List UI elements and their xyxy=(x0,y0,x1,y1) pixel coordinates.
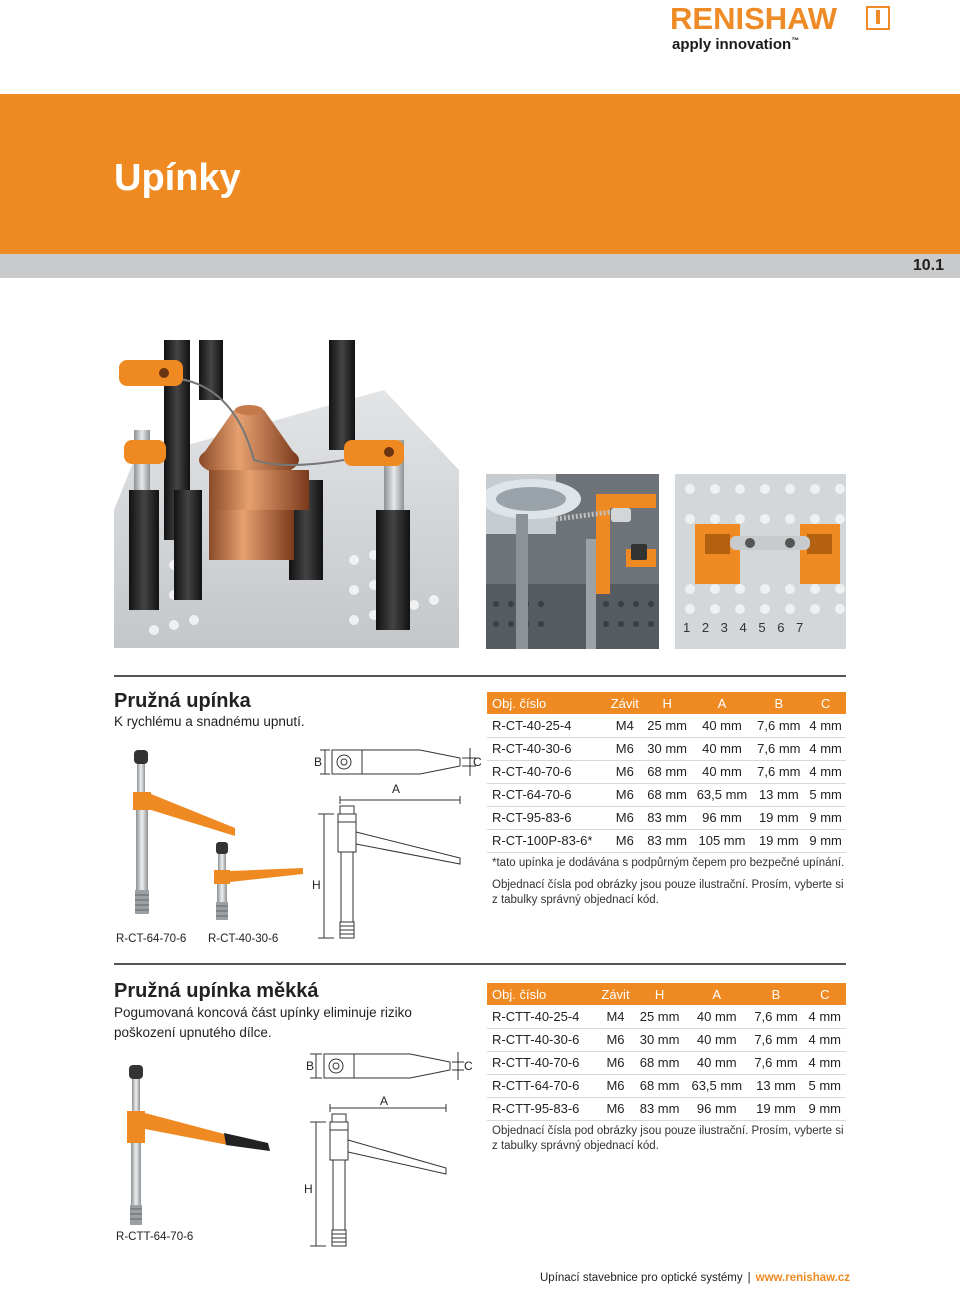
table-row xyxy=(487,714,846,737)
table-cell: 19 mm xyxy=(752,806,805,829)
table-cell: R-CTT-40-30-6 xyxy=(487,1028,597,1051)
table-cell: R-CT-95-83-6 xyxy=(487,806,607,829)
table-cell: R-CTT-40-25-4 xyxy=(487,1005,597,1028)
table-cell: 19 mm xyxy=(752,829,805,852)
table-cell: 68 mm xyxy=(634,1051,685,1074)
logo-wordmark: RENISHAW xyxy=(670,1,838,36)
table-cell: 4 mm xyxy=(805,760,846,783)
table-cell: 5 mm xyxy=(804,1074,846,1097)
table-cell: M6 xyxy=(597,1028,634,1051)
table-cell: 40 mm xyxy=(692,714,753,737)
section1-caption-left: R-CT-64-70-6 xyxy=(116,933,187,945)
col-a: A xyxy=(692,692,753,714)
table-cell: 30 mm xyxy=(634,1028,685,1051)
table-row xyxy=(487,806,846,829)
table-cell: 40 mm xyxy=(692,737,753,760)
table-cell: 4 mm xyxy=(805,737,846,760)
col-c: C xyxy=(805,692,846,714)
table-cell: 9 mm xyxy=(805,829,846,852)
table-cell: 7,6 mm xyxy=(748,1028,803,1051)
table-cell: M6 xyxy=(607,737,643,760)
photo-scale-numbers: 1 2 3 4 5 6 7 xyxy=(683,620,808,635)
table-cell: 9 mm xyxy=(804,1097,846,1120)
table-cell: M6 xyxy=(597,1074,634,1097)
table-cell: 9 mm xyxy=(805,806,846,829)
section2-technical-drawing xyxy=(300,1050,480,1260)
footer-separator: | xyxy=(747,1272,751,1284)
section1-note: Objednací čísla pod obrázky jsou pouze ilustrační. Prosím, vyberte si z tabulky správný objednací kód. xyxy=(492,879,844,906)
table-cell: 40 mm xyxy=(685,1051,748,1074)
photo-copper-part-clamped xyxy=(114,340,459,648)
table-cell: 40 mm xyxy=(685,1005,748,1028)
dim-label-c: C xyxy=(473,755,482,769)
footer xyxy=(540,1272,850,1284)
col-thread: Závit xyxy=(607,692,643,714)
table-cell: 83 mm xyxy=(643,829,692,852)
table-cell: M6 xyxy=(597,1097,634,1120)
table-cell: 7,6 mm xyxy=(752,737,805,760)
table-row xyxy=(487,783,846,806)
table-cell: 7,6 mm xyxy=(752,714,805,737)
table-cell: 13 mm xyxy=(748,1074,803,1097)
section1-table xyxy=(487,692,846,853)
section2-caption: R-CTT-64-70-6 xyxy=(116,1231,194,1243)
table-cell: M4 xyxy=(597,1005,634,1028)
table-row xyxy=(487,1005,846,1028)
table-cell: R-CT-40-25-4 xyxy=(487,714,607,737)
table-cell: 7,6 mm xyxy=(748,1051,803,1074)
table-cell: M6 xyxy=(597,1051,634,1074)
table-cell: R-CTT-40-70-6 xyxy=(487,1051,597,1074)
col-a: A xyxy=(685,983,748,1005)
table-cell: 30 mm xyxy=(643,737,692,760)
dim-label-h: H xyxy=(304,1182,313,1196)
section1-title: Pružná upínka xyxy=(114,690,251,712)
section2-table xyxy=(487,983,846,1121)
section1-clamp-illustration xyxy=(115,750,305,930)
table-cell: 19 mm xyxy=(748,1097,803,1120)
table-cell: 4 mm xyxy=(804,1005,846,1028)
table-cell: 4 mm xyxy=(805,714,846,737)
table-cell: 63,5 mm xyxy=(685,1074,748,1097)
table-row xyxy=(487,1097,846,1120)
table-cell: 4 mm xyxy=(804,1051,846,1074)
table-cell: 63,5 mm xyxy=(692,783,753,806)
col-h: H xyxy=(634,983,685,1005)
table-cell: M4 xyxy=(607,714,643,737)
table-cell: M6 xyxy=(607,760,643,783)
table-row xyxy=(487,1074,846,1097)
dim-label-a: A xyxy=(380,1094,389,1108)
section1-subtitle: K rychlému a snadnému upnutí. xyxy=(114,714,305,729)
table-cell: 25 mm xyxy=(643,714,692,737)
page-number: 10.1 xyxy=(912,257,944,274)
section2-subtitle: Pogumovaná koncová část upínky eliminuje riziko poškození upnutého dílce. xyxy=(114,1005,412,1040)
dim-label-b: B xyxy=(314,755,323,769)
table-cell: 7,6 mm xyxy=(752,760,805,783)
table-row xyxy=(487,760,846,783)
table-cell: 68 mm xyxy=(643,760,692,783)
photo-clamp-with-holder xyxy=(486,474,659,649)
logo-tagline: apply innovation™ xyxy=(672,36,800,53)
page-title: Upínky xyxy=(114,157,241,199)
section2-clamp-illustration xyxy=(118,1065,278,1230)
table-cell: R-CTT-95-83-6 xyxy=(487,1097,597,1120)
dim-label-b: B xyxy=(306,1059,315,1073)
col-b: B xyxy=(752,692,805,714)
table-cell: 68 mm xyxy=(643,783,692,806)
section1-table-body xyxy=(487,714,846,852)
table-row xyxy=(487,1028,846,1051)
table-header-row xyxy=(487,692,846,714)
dim-label-a: A xyxy=(392,782,401,796)
table-cell: R-CT-40-70-6 xyxy=(487,760,607,783)
renishaw-logo xyxy=(670,2,892,54)
title-banner xyxy=(0,94,960,254)
section-divider-2 xyxy=(114,963,846,965)
table-cell: 105 mm xyxy=(692,829,753,852)
col-h: H xyxy=(643,692,692,714)
footer-text: Upínací stavebnice pro optické systémy xyxy=(540,1272,743,1284)
table-row xyxy=(487,737,846,760)
table-cell: 83 mm xyxy=(643,806,692,829)
col-c: C xyxy=(804,983,846,1005)
table-cell: R-CT-100P-83-6* xyxy=(487,829,607,852)
table-cell: 5 mm xyxy=(805,783,846,806)
table-cell: M6 xyxy=(607,806,643,829)
table-cell: 96 mm xyxy=(692,806,753,829)
table-cell: 83 mm xyxy=(634,1097,685,1120)
table-cell: 68 mm xyxy=(634,1074,685,1097)
section2-title: Pružná upínka měkká xyxy=(114,980,319,1002)
section1-footnote: *tato upínka je dodávána s podpůrným čepem pro bezpečné upínání. xyxy=(492,857,845,869)
table-cell: 4 mm xyxy=(804,1028,846,1051)
col-order-number: Obj. číslo xyxy=(487,692,607,714)
section2-note: Objednací čísla pod obrázky jsou pouze ilustrační. Prosím, vyberte si z tabulky správný objednací kód. xyxy=(492,1125,844,1152)
dim-label-c: C xyxy=(464,1059,473,1073)
table-cell: M6 xyxy=(607,829,643,852)
table-cell: R-CT-64-70-6 xyxy=(487,783,607,806)
logo-symbol-icon xyxy=(866,6,890,30)
table-cell: 40 mm xyxy=(692,760,753,783)
footer-website-link[interactable]: www.renishaw.cz xyxy=(755,1272,850,1284)
col-order-number: Obj. číslo xyxy=(487,983,597,1005)
table-cell: 13 mm xyxy=(752,783,805,806)
photo-clamps-on-plate xyxy=(675,474,846,649)
table-cell: M6 xyxy=(607,783,643,806)
table-row xyxy=(487,829,846,852)
section1-technical-drawing xyxy=(310,740,490,950)
table-row xyxy=(487,1051,846,1074)
table-cell: R-CT-40-30-6 xyxy=(487,737,607,760)
section2-table-body xyxy=(487,1005,846,1120)
page-number-bar xyxy=(0,254,960,278)
col-thread: Závit xyxy=(597,983,634,1005)
dim-label-h: H xyxy=(312,878,321,892)
table-header-row xyxy=(487,983,846,1005)
section1-caption-right: R-CT-40-30-6 xyxy=(208,933,279,945)
col-b: B xyxy=(748,983,803,1005)
table-cell: 96 mm xyxy=(685,1097,748,1120)
table-cell: R-CTT-64-70-6 xyxy=(487,1074,597,1097)
table-cell: 40 mm xyxy=(685,1028,748,1051)
section-divider-1 xyxy=(114,675,846,677)
table-cell: 25 mm xyxy=(634,1005,685,1028)
table-cell: 7,6 mm xyxy=(748,1005,803,1028)
